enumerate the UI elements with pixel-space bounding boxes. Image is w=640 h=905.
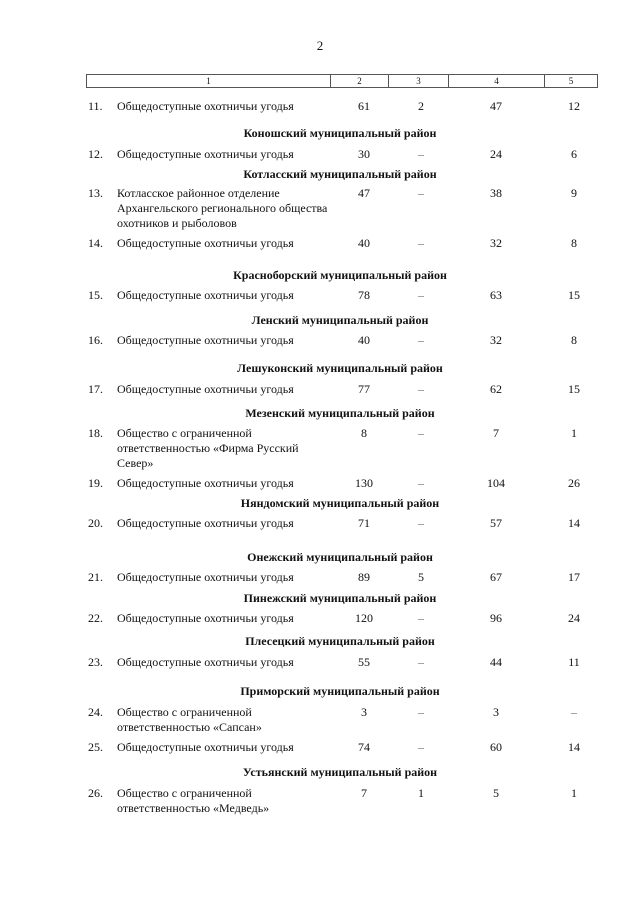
cell-col-5: 1 (571, 426, 577, 440)
cell-col-2: 40 (358, 236, 370, 250)
cell-col-4: 104 (487, 476, 505, 490)
cell-col-2: 8 (361, 426, 367, 440)
cell-col-5: 14 (568, 740, 580, 754)
cell-col-3: – (418, 426, 424, 440)
cell-col-2: 71 (358, 516, 370, 530)
district-heading: Плесецкий муниципальный район (245, 634, 435, 648)
cell-col-3: – (418, 705, 424, 719)
cell-col-2: 61 (358, 99, 370, 113)
row-name: Общедоступные охотничьи угодья (117, 740, 294, 754)
cell-col-4: 7 (493, 426, 499, 440)
cell-col-5: – (571, 705, 577, 719)
cell-col-5: 11 (568, 655, 580, 669)
row-name: Общедоступные охотничьи угодья (117, 288, 294, 302)
cell-col-4: 32 (490, 333, 502, 347)
cell-col-3: – (418, 236, 424, 250)
cell-col-4: 96 (490, 611, 502, 625)
district-heading: Приморский муниципальный район (240, 684, 440, 698)
cell-col-4: 63 (490, 288, 502, 302)
cell-col-5: 6 (571, 147, 577, 161)
cell-col-2: 89 (358, 570, 370, 584)
cell-col-3: – (418, 333, 424, 347)
column-header-row (86, 74, 598, 88)
row-name: Общедоступные охотничьи угодья (117, 147, 294, 161)
cell-col-4: 47 (490, 99, 502, 113)
cell-col-2: 40 (358, 333, 370, 347)
cell-col-3: – (418, 476, 424, 490)
cell-col-3: – (418, 186, 424, 200)
cell-col-5: 8 (571, 333, 577, 347)
cell-col-4: 32 (490, 236, 502, 250)
row-name: Общедоступные охотничьи угодья (117, 476, 294, 490)
column-header-2: 2 (331, 75, 389, 87)
cell-col-3: 5 (418, 570, 424, 584)
cell-col-2: 120 (355, 611, 373, 625)
cell-col-2: 30 (358, 147, 370, 161)
cell-col-5: 12 (568, 99, 580, 113)
row-name: Общедоступные охотничьи угодья (117, 236, 294, 250)
row-number: 20. (88, 516, 103, 530)
district-heading: Пинежский муниципальный район (243, 591, 437, 605)
cell-col-3: – (418, 288, 424, 302)
row-number: 21. (88, 570, 103, 584)
column-header-1: 1 (87, 75, 331, 87)
page-number: 2 (316, 38, 324, 53)
cell-col-2: 130 (355, 476, 373, 490)
row-number: 16. (88, 333, 103, 347)
row-number: 17. (88, 382, 103, 396)
cell-col-2: 74 (358, 740, 370, 754)
row-name: Общедоступные охотничьи угодья (117, 333, 294, 347)
district-heading: Котласский муниципальный район (243, 167, 437, 181)
cell-col-3: – (418, 740, 424, 754)
cell-col-2: 47 (358, 186, 370, 200)
cell-col-4: 38 (490, 186, 502, 200)
column-header-4: 4 (449, 75, 545, 87)
cell-col-2: 78 (358, 288, 370, 302)
row-number: 24. (88, 705, 103, 719)
cell-col-5: 8 (571, 236, 577, 250)
row-number: 22. (88, 611, 103, 625)
row-number: 25. (88, 740, 103, 754)
row-number: 19. (88, 476, 103, 490)
cell-col-5: 9 (571, 186, 577, 200)
row-name: Общедоступные охотничьи угодья (117, 516, 294, 530)
cell-col-4: 60 (490, 740, 502, 754)
cell-col-3: 1 (418, 786, 424, 800)
column-header-5: 5 (568, 76, 574, 86)
row-name: Общедоступные охотничьи угодья (117, 611, 294, 625)
row-number: 11. (88, 99, 103, 113)
row-number: 13. (88, 186, 103, 200)
cell-col-3: 2 (418, 99, 424, 113)
district-heading: Онежский муниципальный район (247, 550, 433, 564)
row-name: Котласское районное отделение Архангельского регионального общества охотников и рыболовов (117, 186, 328, 230)
cell-col-4: 44 (490, 655, 502, 669)
row-number: 23. (88, 655, 103, 669)
column-header-3: 3 (389, 75, 449, 87)
row-number: 15. (88, 288, 103, 302)
row-name: Общество с ограниченной ответственностью «Фирма Русский Север» (117, 426, 299, 470)
cell-col-3: – (418, 611, 424, 625)
cell-col-5: 15 (568, 382, 580, 396)
cell-col-4: 67 (490, 570, 502, 584)
row-number: 14. (88, 236, 103, 250)
row-number: 18. (88, 426, 103, 440)
row-name: Общедоступные охотничьи угодья (117, 382, 294, 396)
district-heading: Устьянский муниципальный район (242, 765, 438, 779)
district-heading: Красноборский муниципальный район (233, 268, 447, 282)
cell-col-5: 24 (568, 611, 580, 625)
district-heading: Лешуконский муниципальный район (237, 361, 443, 375)
cell-col-3: – (418, 516, 424, 530)
cell-col-4: 57 (490, 516, 502, 530)
row-number: 26. (88, 786, 103, 800)
row-number: 12. (88, 147, 103, 161)
cell-col-2: 7 (361, 786, 367, 800)
cell-col-4: 5 (493, 786, 499, 800)
cell-col-5: 26 (568, 476, 580, 490)
row-name: Общедоступные охотничьи угодья (117, 99, 294, 113)
cell-col-3: – (418, 147, 424, 161)
district-heading: Няндомский муниципальный район (240, 496, 440, 510)
cell-col-4: 3 (493, 705, 499, 719)
cell-col-2: 55 (358, 655, 370, 669)
cell-col-3: – (418, 382, 424, 396)
row-name: Общество с ограниченной ответственностью «Медведь» (117, 786, 270, 815)
cell-col-5: 1 (571, 786, 577, 800)
district-heading: Коношский муниципальный район (243, 126, 437, 140)
cell-col-2: 77 (358, 382, 370, 396)
row-name: Общедоступные охотничьи угодья (117, 570, 294, 584)
row-name: Общество с ограниченной ответственностью «Сапсан» (117, 705, 262, 734)
cell-col-2: 3 (361, 705, 367, 719)
cell-col-4: 62 (490, 382, 502, 396)
cell-col-5: 14 (568, 516, 580, 530)
district-heading: Мезенский муниципальный район (245, 406, 435, 420)
cell-col-5: 15 (568, 288, 580, 302)
cell-col-5: 17 (568, 570, 580, 584)
district-heading: Ленский муниципальный район (251, 313, 429, 327)
cell-col-3: – (418, 655, 424, 669)
row-name: Общедоступные охотничьи угодья (117, 655, 294, 669)
cell-col-4: 24 (490, 147, 502, 161)
